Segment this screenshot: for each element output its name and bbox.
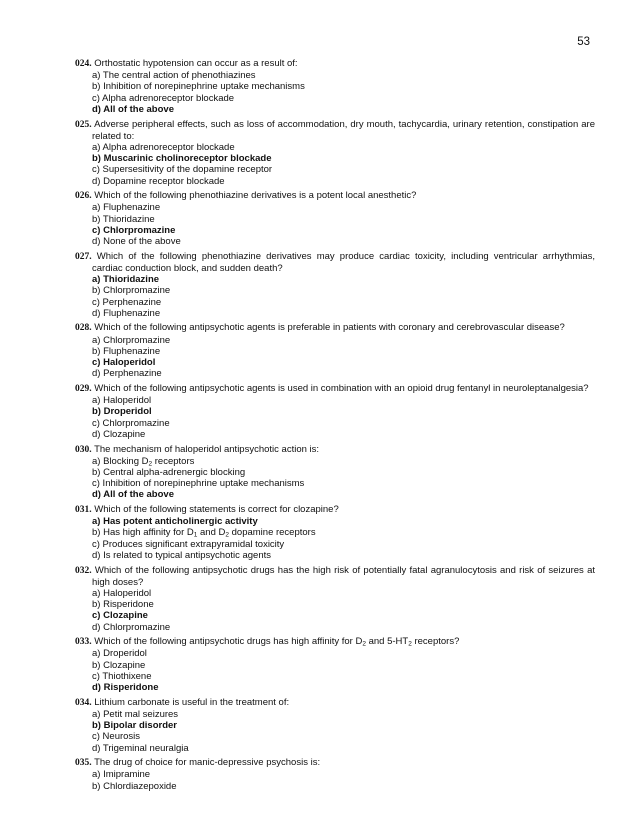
text-segment: a) Blocking D: [92, 455, 149, 467]
answer-option-correct: [75, 406, 595, 417]
question-029: [75, 383, 595, 440]
text-segment: Which of the following antipsychotic drugs has high affinity for D: [94, 636, 363, 648]
question-number: 025.: [75, 119, 92, 130]
text-segment: b) Has high affinity for D: [92, 527, 194, 539]
text-segment: c) Supersesitivity of the dopamine receptor: [92, 164, 273, 176]
text-segment: Which of the following phenothiazine derivatives is a potent local anesthetic?: [94, 190, 417, 202]
text-segment: b) Clozapine: [92, 659, 146, 671]
text-segment: dopamine receptors: [228, 527, 316, 539]
question-026: [75, 190, 595, 247]
text-segment: a) Imipramine: [92, 769, 151, 781]
answer-option: [75, 743, 595, 754]
text-segment: c) Chlorpromazine: [92, 417, 170, 429]
question-stem: [75, 636, 595, 648]
text-segment: c) Chlorpromazine: [92, 224, 176, 236]
text-segment: Lithium carbonate is useful in the treatment of:: [94, 696, 290, 708]
answer-option: [75, 93, 595, 104]
text-segment: Which of the following antipsychotic drugs has the high risk of potentially fatal agranulocytosis and risk of seizures at high doses?: [92, 564, 596, 588]
answer-option: [75, 297, 595, 308]
text-segment: b) Inhibition of norepinephrine uptake mechanisms: [92, 81, 305, 93]
question-stem: [75, 757, 595, 769]
answer-option: [75, 731, 595, 742]
text-segment: d) Perphenazine: [92, 368, 162, 380]
text-segment: c) Inhibition of norepinephrine uptake mechanisms: [92, 478, 305, 490]
question-number: 029.: [75, 383, 92, 394]
question-025: [75, 119, 595, 187]
answer-option: [75, 308, 595, 319]
subscript: 2: [225, 531, 229, 539]
text-segment: receptors?: [411, 636, 460, 648]
text-segment: c) Produces significant extrapyramidal toxicity: [92, 538, 285, 550]
text-segment: b) Fluphenazine: [92, 345, 161, 357]
answer-option: [75, 368, 595, 379]
text-segment: c) Thiothixene: [92, 670, 152, 682]
question-031: [75, 504, 595, 561]
question-stem: [75, 444, 595, 456]
question-number: 028.: [75, 323, 92, 334]
question-stem: [75, 322, 595, 334]
answer-option: [75, 214, 595, 225]
text-segment: The drug of choice for manic-depressive psychosis is:: [94, 757, 321, 769]
answer-option: [75, 781, 595, 792]
text-segment: a) Haloperidol: [92, 587, 152, 599]
text-segment: d) Fluphenazine: [92, 307, 161, 319]
answer-option-correct: [75, 274, 595, 285]
text-segment: b) Central alpha-adrenergic blocking: [92, 466, 246, 478]
text-segment: c) Perphenazine: [92, 296, 162, 308]
question-stem: [75, 119, 595, 142]
text-segment: a) Thioridazine: [92, 274, 160, 286]
subscript: 2: [148, 460, 153, 468]
text-segment: c) Clozapine: [92, 610, 148, 622]
answer-option: [75, 418, 595, 429]
text-segment: a) Fluphenazine: [92, 202, 161, 214]
answer-option-correct: [75, 720, 595, 731]
text-segment: d) None of the above: [92, 236, 181, 248]
text-segment: Which of the following statements is correct for clozapine?: [94, 504, 339, 516]
answer-option: [75, 335, 595, 346]
answer-option: [75, 142, 595, 153]
text-segment: d) All of the above: [92, 489, 174, 501]
text-segment: Which of the following antipsychotic agents is preferable in patients with coronary and cerebrovascular disease?: [94, 322, 565, 334]
question-list: [75, 58, 595, 795]
text-segment: d) Is related to typical antipsychotic agents: [92, 549, 272, 561]
text-segment: a) Petit mal seizures: [92, 708, 179, 720]
answer-option: [75, 527, 595, 538]
text-segment: c) Alpha adrenoreceptor blockade: [92, 92, 235, 104]
question-stem: [75, 383, 595, 395]
answer-option: [75, 671, 595, 682]
text-segment: receptors: [152, 455, 195, 467]
question-034: [75, 697, 595, 754]
answer-option: [75, 456, 595, 467]
answer-option-correct: [75, 516, 595, 527]
question-number: 026.: [75, 191, 92, 202]
question-number: 027.: [75, 251, 92, 262]
answer-option: [75, 236, 595, 247]
subscript: 1: [193, 531, 198, 539]
text-segment: d) Chlorpromazine: [92, 621, 171, 633]
text-segment: b) Droperidol: [92, 406, 152, 418]
question-number: 024.: [75, 59, 92, 69]
answer-option: [75, 429, 595, 440]
question-number: 034.: [75, 697, 92, 708]
question-number: 031.: [75, 505, 92, 516]
text-segment: d) Dopamine receptor blockade: [92, 175, 225, 187]
question-035: [75, 757, 595, 792]
answer-option: [75, 769, 595, 780]
question-028: [75, 322, 595, 379]
text-segment: b) Muscarinic cholinoreceptor blockade: [92, 153, 272, 165]
question-number: 033.: [75, 637, 92, 648]
question-stem: [75, 251, 595, 274]
question-030: [75, 444, 595, 501]
answer-option: [75, 599, 595, 610]
answer-option: [75, 285, 595, 296]
answer-option: [75, 588, 595, 599]
answer-option: [75, 622, 595, 633]
answer-option-correct: [75, 357, 595, 368]
answer-option: [75, 467, 595, 478]
subscript: 2: [362, 640, 366, 648]
text-segment: a) Has potent anticholinergic activity: [92, 516, 258, 528]
answer-option: [75, 539, 595, 550]
answer-option: [75, 660, 595, 671]
text-segment: a) Chlorpromazine: [92, 334, 171, 346]
text-segment: b) Bipolar disorder: [92, 720, 177, 732]
answer-option-correct: [75, 489, 595, 500]
question-024: [75, 58, 595, 115]
text-segment: Which of the following phenothiazine derivatives may produce cardiac toxicity, including ventricular arrhythmias, cardiac conduction block, and sudden death?: [92, 250, 596, 274]
text-segment: b) Thioridazine: [92, 213, 155, 225]
question-033: [75, 636, 595, 693]
text-segment: d) Trigeminal neuralgia: [92, 742, 189, 754]
text-segment: c) Haloperidol: [92, 357, 156, 369]
answer-option: [75, 176, 595, 187]
answer-option-correct: [75, 682, 595, 693]
subscript: 2: [408, 640, 412, 648]
text-segment: The mechanism of haloperidol antipsychotic action is:: [94, 443, 320, 455]
text-segment: d) All of the above: [92, 103, 174, 115]
answer-option-correct: [75, 153, 595, 164]
answer-option: [75, 709, 595, 720]
answer-option-correct: [75, 610, 595, 621]
question-stem: [75, 58, 595, 70]
answer-option: [75, 478, 595, 489]
answer-option: [75, 70, 595, 81]
answer-option: [75, 202, 595, 213]
text-segment: Which of the following antipsychotic agents is used in combination with an opioid drug fentanyl in neuroleptanalgesia?: [94, 382, 589, 394]
text-segment: and D: [197, 527, 226, 539]
question-number: 035.: [75, 758, 92, 769]
page-number: 53: [577, 36, 590, 48]
question-number: 032.: [75, 565, 92, 576]
answer-option: [75, 164, 595, 175]
question-stem: [75, 190, 595, 202]
question-032: [75, 565, 595, 633]
answer-option: [75, 395, 595, 406]
question-027: [75, 251, 595, 319]
question-number: 030.: [75, 444, 92, 455]
answer-option: [75, 346, 595, 357]
question-stem: [75, 697, 595, 709]
text-segment: a) Droperidol: [92, 648, 147, 660]
text-segment: b) Chlordiazepoxide: [92, 780, 177, 792]
text-segment: a) The central action of phenothiazines: [92, 70, 256, 82]
text-segment: c) Neurosis: [92, 731, 141, 743]
answer-option: [75, 81, 595, 92]
text-segment: b) Chlorpromazine: [92, 285, 171, 297]
answer-option: [75, 648, 595, 659]
answer-option-correct: [75, 104, 595, 115]
answer-option: [75, 550, 595, 561]
answer-option-correct: [75, 225, 595, 236]
text-segment: Orthostatic hypotension can occur as a result of:: [94, 58, 298, 69]
text-segment: a) Alpha adrenoreceptor blockade: [92, 141, 235, 153]
question-stem: [75, 565, 595, 588]
text-segment: d) Risperidone: [92, 682, 159, 694]
text-segment: Adverse peripheral effects, such as loss of accommodation, dry mouth, tachycardia, urinary retention, constipation are related to:: [92, 118, 595, 142]
text-segment: b) Risperidone: [92, 599, 154, 611]
text-segment: and 5-HT: [365, 636, 409, 648]
text-segment: d) Clozapine: [92, 428, 146, 440]
question-stem: [75, 504, 595, 516]
text-segment: a) Haloperidol: [92, 395, 152, 407]
